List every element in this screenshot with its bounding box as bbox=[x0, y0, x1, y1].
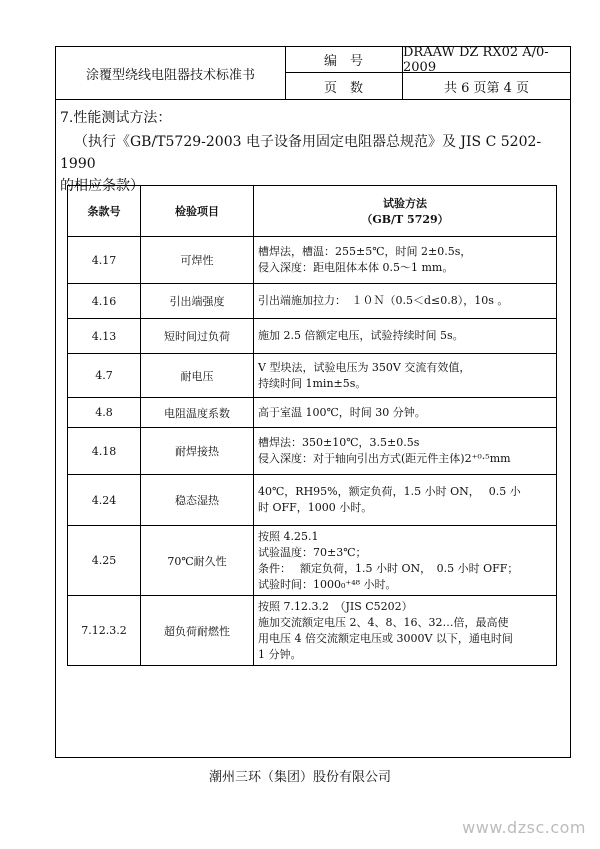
method-line: 时 OFF，1000 小时。 bbox=[258, 501, 373, 514]
pages-label: 页 数 bbox=[285, 73, 403, 99]
clause-cell: 7.12.3.2 bbox=[68, 596, 141, 666]
method-line: 高于室温 100℃，时间 30 分钟。 bbox=[258, 405, 426, 419]
intro-line-2: 的相应条款） bbox=[60, 178, 144, 194]
item-cell: 短时间过负荷 bbox=[141, 319, 254, 354]
table-row bbox=[68, 354, 557, 398]
method-line: 引出端施加拉力： １０Ｎ（0.5＜d≤0.8），10s 。 bbox=[258, 294, 509, 307]
item-cell: 可焊性 bbox=[141, 237, 254, 284]
item-cell: 耐焊接热 bbox=[141, 428, 254, 475]
item-cell: 70℃耐久性 bbox=[141, 526, 254, 596]
method-cell bbox=[254, 284, 557, 319]
intro-line-1: （执行《GB/T5729-2003 电子设备用固定电阻器总规范》及 JIS C 5202-1990 bbox=[60, 134, 542, 172]
header-method bbox=[254, 186, 557, 237]
clause-cell: 4.24 bbox=[68, 475, 141, 526]
method-cell bbox=[254, 526, 557, 596]
method-line: 槽焊法，槽温：255±5℃，时间 2±0.5s， bbox=[258, 245, 472, 258]
code-value: DRAAW DZ RX02 A/0-2009 bbox=[403, 47, 570, 73]
method-line: 侵入深度：对于轴向引出方式(距元件主体)2⁺⁰·⁵mm bbox=[258, 452, 511, 465]
clause-cell: 4.18 bbox=[68, 428, 141, 475]
clause-cell: 4.25 bbox=[68, 526, 141, 596]
clause-cell: 4.8 bbox=[68, 398, 141, 428]
method-line: 40℃，RH95%，额定负荷，1.5 小时 ON， 0.5 小 bbox=[258, 485, 521, 498]
method-cell bbox=[254, 319, 557, 354]
document-title: 涂覆型绕线电阻器技术标准书 bbox=[56, 47, 286, 99]
table-body bbox=[68, 237, 557, 666]
clause-cell: 4.17 bbox=[68, 237, 141, 284]
table-row bbox=[68, 319, 557, 354]
table-row bbox=[68, 428, 557, 475]
table-row bbox=[68, 284, 557, 319]
item-cell: 引出端强度 bbox=[141, 284, 254, 319]
table-row bbox=[68, 398, 557, 428]
table-row bbox=[68, 475, 557, 526]
method-cell bbox=[254, 237, 557, 284]
method-line: 施加交流额定电压 2、4、8、16、32…倍，最高使 bbox=[258, 615, 509, 629]
header-method-line-1: 试验方法 bbox=[383, 197, 427, 210]
company-footer: 潮州三环（集团）股份有限公司 bbox=[208, 770, 391, 785]
method-line: 侵入深度：距电阻体本体 0.5～1 mm。 bbox=[258, 261, 454, 274]
clause-cell: 4.7 bbox=[68, 354, 141, 398]
method-line: 按照 4.25.1 bbox=[258, 529, 319, 543]
item-cell: 电阻温度系数 bbox=[141, 398, 254, 428]
method-line: V 型块法，试验电压为 350V 交流有效值， bbox=[258, 360, 471, 374]
clause-cell: 4.13 bbox=[68, 319, 141, 354]
method-line: 1 分钟。 bbox=[258, 647, 302, 661]
table-header-row bbox=[68, 186, 557, 237]
pages-value: 共 6 页第 4 页 bbox=[443, 80, 530, 96]
document-frame bbox=[55, 46, 571, 758]
method-line: 按照 7.12.3.2 （JIS C5202） bbox=[258, 599, 413, 613]
method-cell bbox=[254, 475, 557, 526]
table-row bbox=[68, 596, 557, 666]
method-cell bbox=[254, 428, 557, 475]
clause-cell: 4.16 bbox=[68, 284, 141, 319]
method-line: 条件： 额定负荷，1.5 小时 ON， 0.5 小时 OFF； bbox=[258, 561, 519, 575]
test-method-table bbox=[67, 185, 557, 666]
watermark: www.dzsc.com bbox=[462, 818, 586, 837]
item-cell: 超负荷耐燃性 bbox=[141, 596, 254, 666]
method-cell bbox=[254, 398, 557, 428]
section-title: 7.性能测试方法： bbox=[60, 110, 172, 126]
method-cell bbox=[254, 596, 557, 666]
method-line: 试验温度：70±3℃； bbox=[258, 545, 367, 559]
item-cell: 稳态湿热 bbox=[141, 475, 254, 526]
method-line: 试验时间：1000₀⁺⁴⁸ 小时。 bbox=[258, 577, 397, 591]
table-row bbox=[68, 237, 557, 284]
item-cell: 耐电压 bbox=[141, 354, 254, 398]
header-method-line-2: （GB/T 5729） bbox=[361, 213, 449, 226]
header-item: 检验项目 bbox=[141, 186, 254, 237]
method-line: 持续时间 1min±5s。 bbox=[258, 376, 367, 390]
method-cell bbox=[254, 354, 557, 398]
method-line: 用电压 4 倍交流额定电压或 3000V 以下，通电时间 bbox=[258, 631, 513, 645]
document-header bbox=[56, 44, 570, 100]
code-label: 编 号 bbox=[285, 47, 403, 73]
header-clause: 条款号 bbox=[68, 186, 141, 237]
method-line: 施加 2.5 倍额定电压，试验持续时间 5s。 bbox=[258, 329, 464, 342]
table-row bbox=[68, 526, 557, 596]
method-line: 槽焊法：350±10℃，3.5±0.5s bbox=[258, 436, 420, 449]
